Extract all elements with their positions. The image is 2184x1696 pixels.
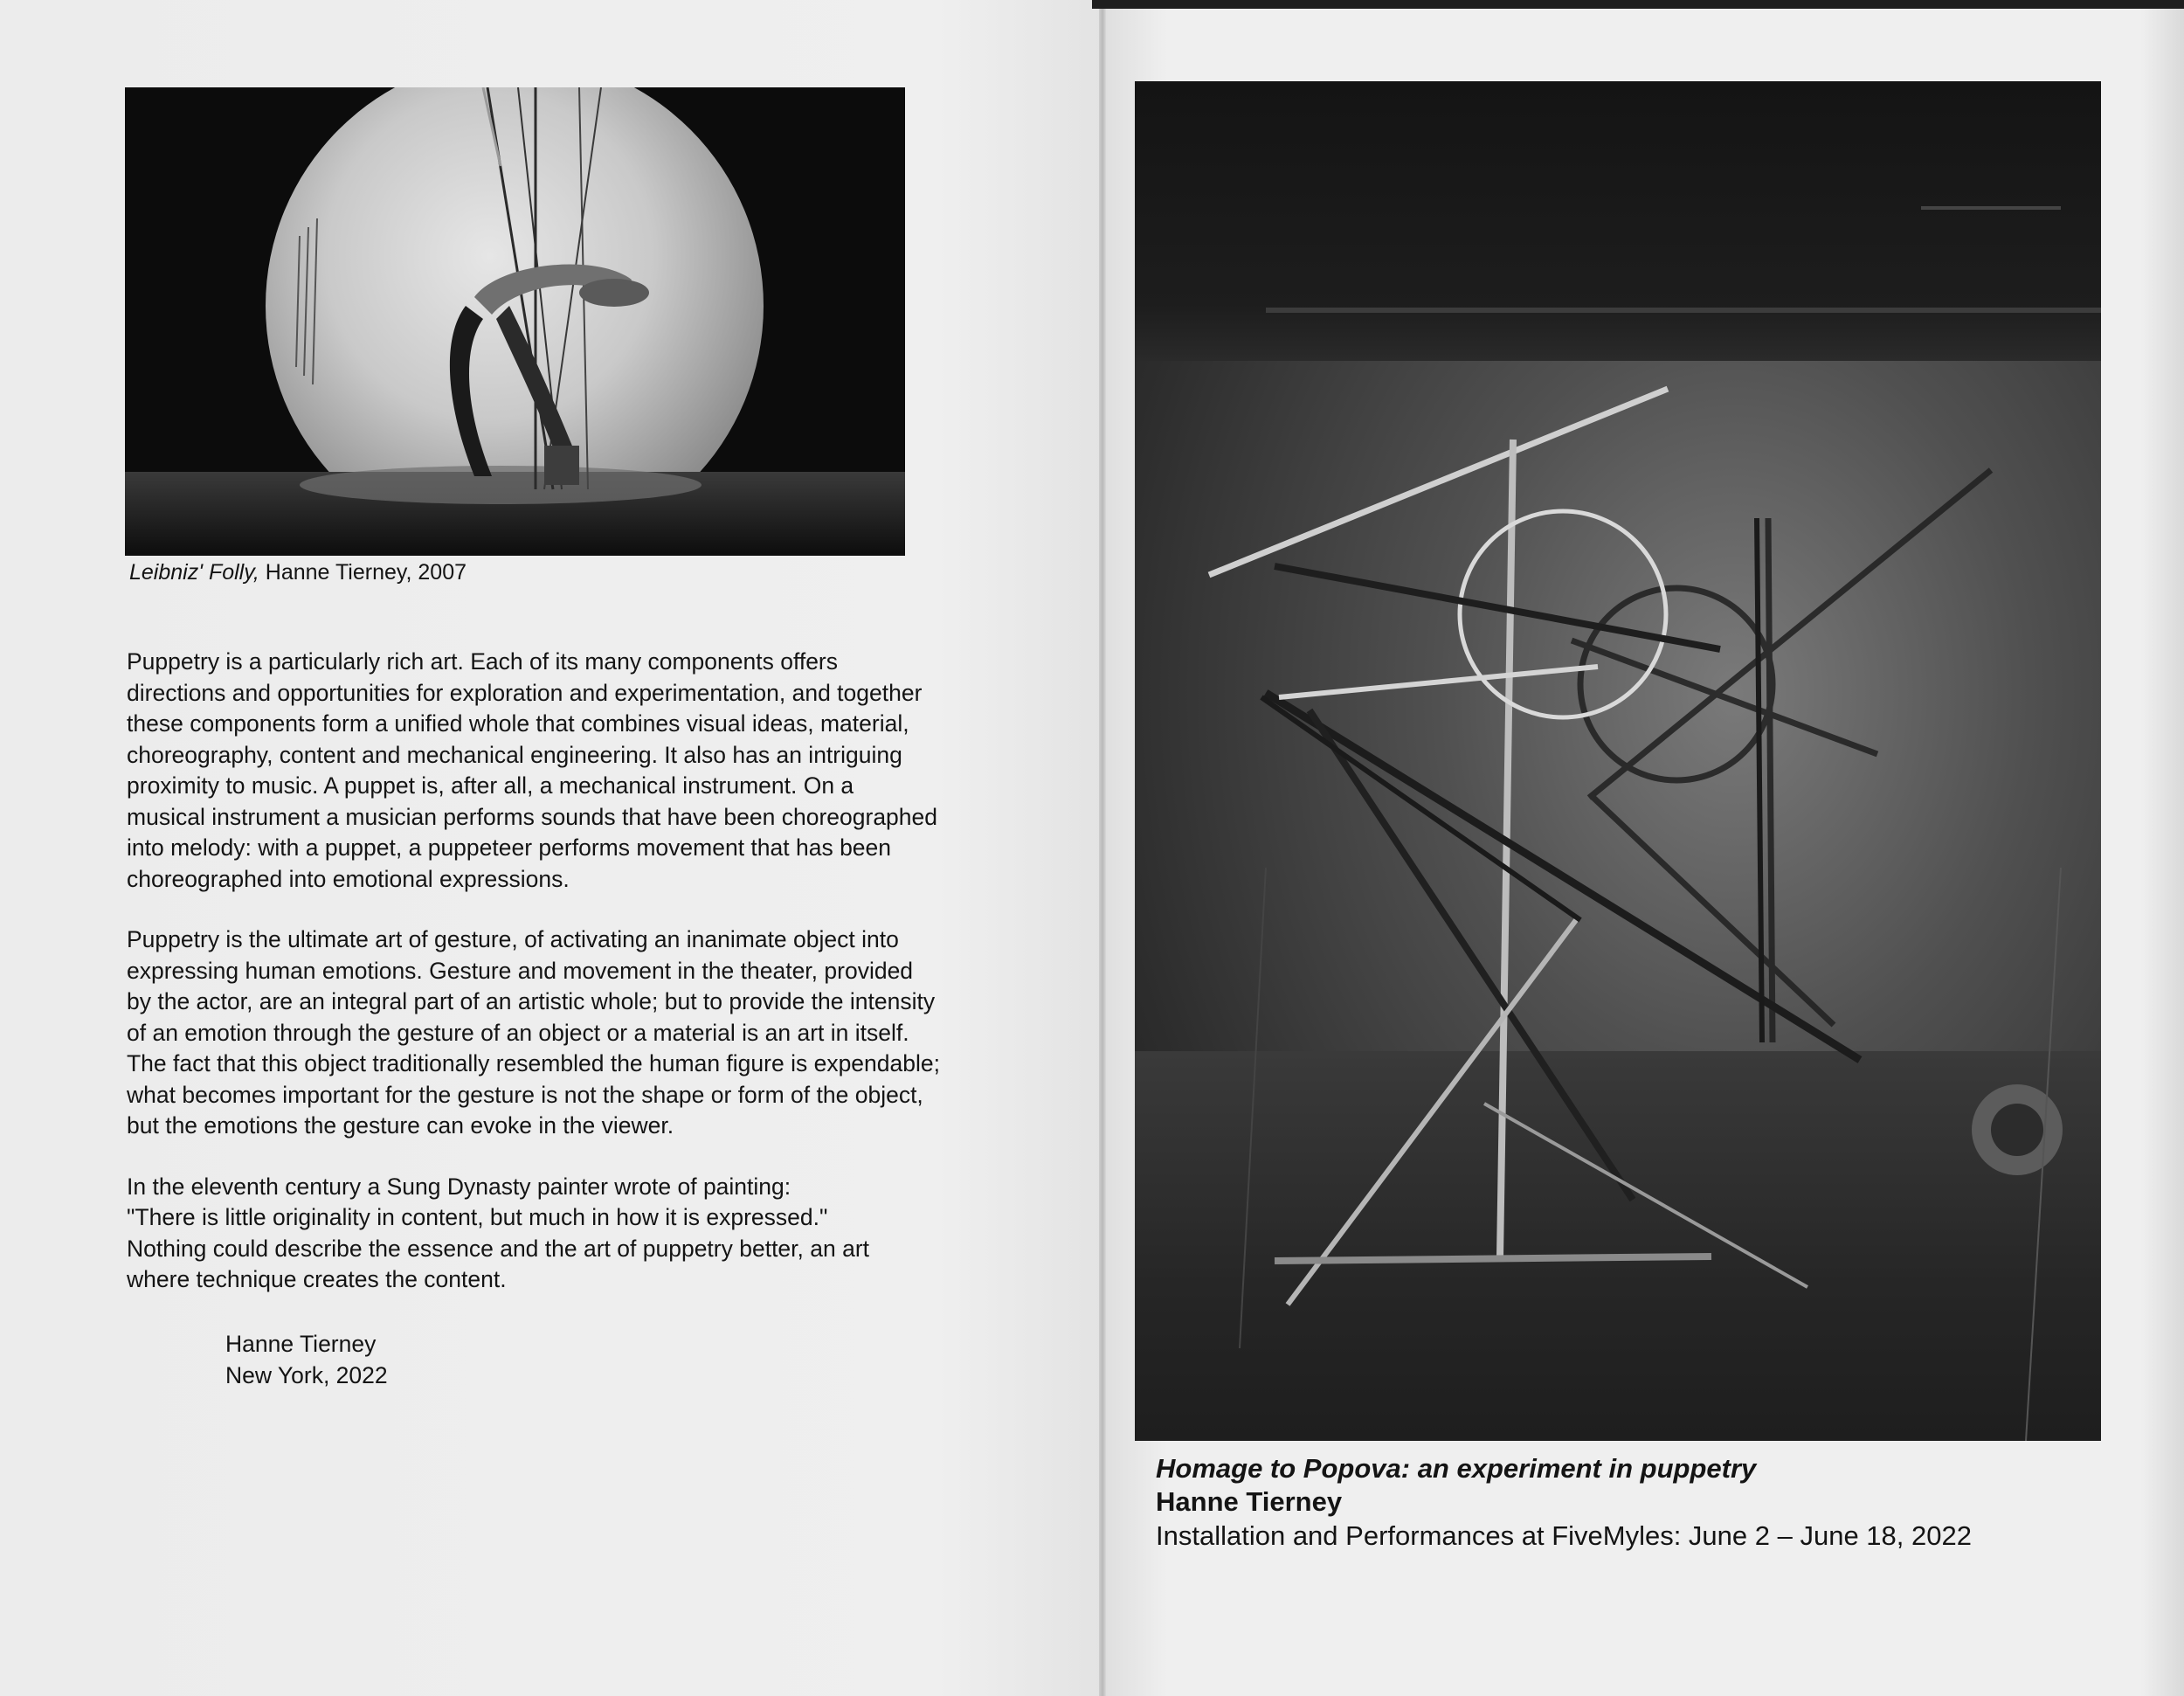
essay-line: The fact that this object traditionally resembled the human figure is expendable; xyxy=(127,1050,940,1076)
essay-line: by the actor, are an integral part of an artistic whole; but to provide the intensity xyxy=(127,988,936,1014)
essay-line: of an emotion through the gesture of an object or a material is an art in itself. xyxy=(127,1019,909,1046)
essay-paragraph-1 xyxy=(127,647,1035,895)
essay-line: musical instrument a musician performs sounds that have been choreographed xyxy=(127,803,938,830)
essay-text xyxy=(127,647,1035,1326)
signature-place-date: New York, 2022 xyxy=(225,1362,388,1388)
essay-line: "There is little originality in content, but much in how it is expressed." xyxy=(127,1204,828,1230)
essay-line: directions and opportunities for exploration and experimentation, and together xyxy=(127,679,923,706)
caption-artist-year: Hanne Tierney, 2007 xyxy=(259,560,467,585)
exhibition-dates: Installation and Performances at FiveMyles: June 2 – June 18, 2022 xyxy=(1156,1520,1972,1551)
exhibition-artist: Hanne Tierney xyxy=(1156,1486,1343,1517)
exhibition-title: Homage to Popova: an experiment in puppetry xyxy=(1156,1453,1757,1484)
leibniz-folly-caption xyxy=(129,559,916,585)
booklet-fold xyxy=(1099,0,1106,1696)
essay-line: expressing human emotions. Gesture and movement in the theater, provided xyxy=(127,957,914,984)
homage-caption xyxy=(1156,1452,2160,1554)
essay-line: but the emotions the gesture can evoke in the viewer. xyxy=(127,1112,674,1139)
essay-line: Puppetry is the ultimate art of gesture, of activating an inanimate object into xyxy=(127,926,899,952)
essay-line: where technique creates the content. xyxy=(127,1266,507,1292)
essay-paragraph-3 xyxy=(127,1172,1035,1296)
essay-line: proximity to music. A puppet is, after all, a mechanical instrument. On a xyxy=(127,772,854,799)
homage-to-popova-photo xyxy=(1135,81,2101,1441)
essay-line: Nothing could describe the essence and the art of puppetry better, an art xyxy=(127,1235,870,1262)
essay-line: In the eleventh century a Sung Dynasty painter wrote of painting: xyxy=(127,1173,791,1200)
scan-edge xyxy=(1092,0,2184,9)
leibniz-folly-photo xyxy=(125,87,905,556)
essay-line: these components form a unified whole that combines visual ideas, material, xyxy=(127,710,909,737)
essay-line: choreographed into emotional expressions. xyxy=(127,865,570,892)
signature-block xyxy=(225,1328,388,1391)
essay-paragraph-2 xyxy=(127,924,1035,1142)
caption-artwork-title: Leibniz' Folly, xyxy=(129,560,259,585)
essay-line: into melody: with a puppet, a puppeteer performs movement that has been xyxy=(127,834,892,861)
essay-line: Puppetry is a particularly rich art. Each of its many components offers xyxy=(127,648,839,675)
essay-line: what becomes important for the gesture is not the shape or form of the object, xyxy=(127,1081,923,1108)
essay-line: choreography, content and mechanical engineering. It also has an intriguing xyxy=(127,741,902,768)
signature-name: Hanne Tierney xyxy=(225,1331,377,1357)
